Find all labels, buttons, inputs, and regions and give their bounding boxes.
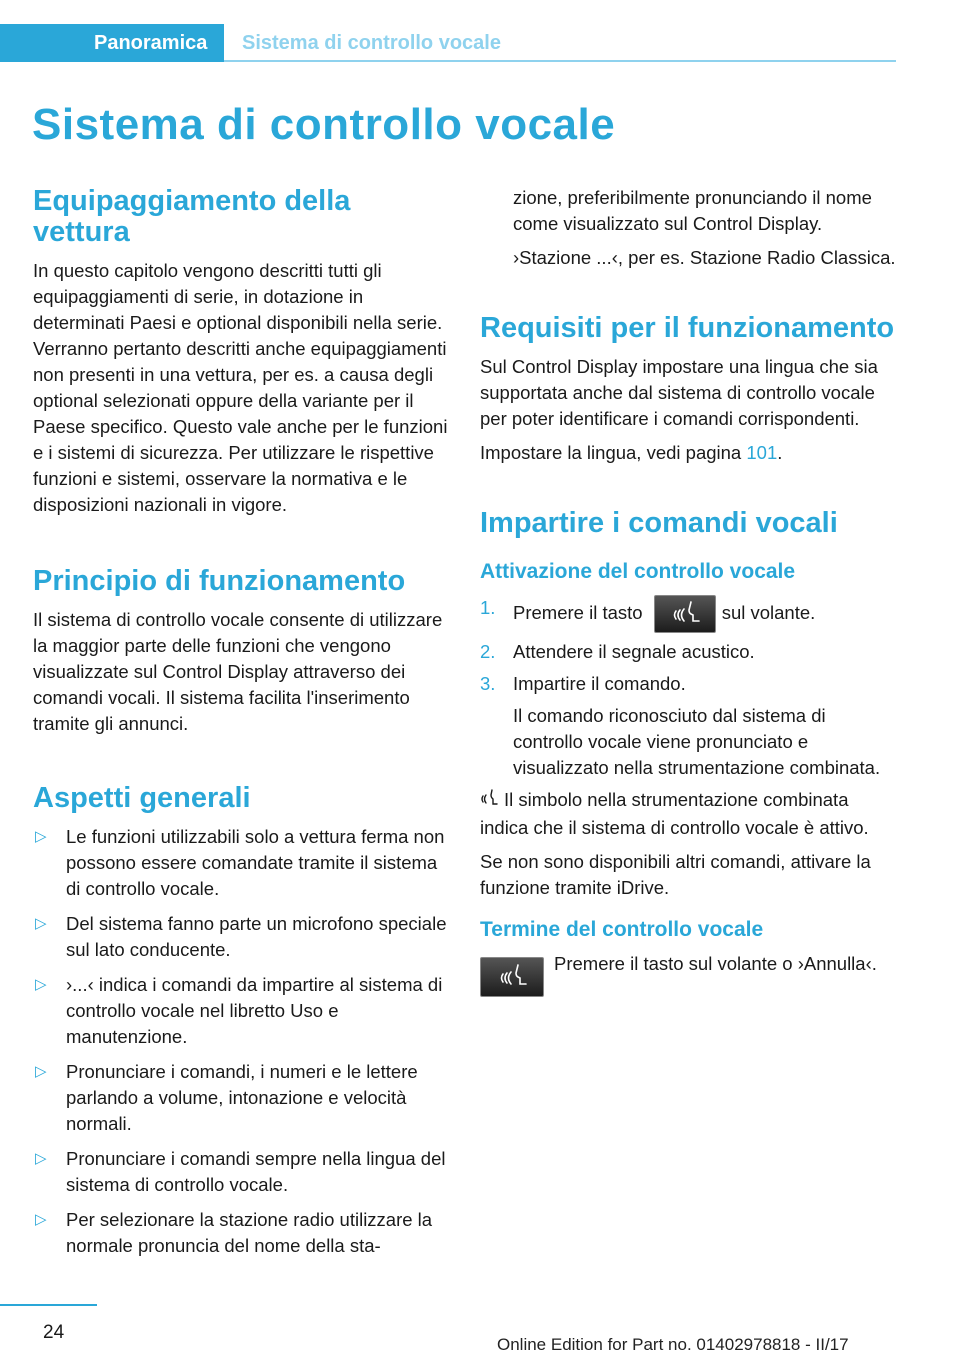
paragraph-lingua: Impostare la lingua, vedi pagina 101.	[480, 442, 783, 463]
page-title: Sistema di controllo vocale	[32, 100, 616, 149]
header-rule	[224, 60, 896, 62]
voice-button-icon	[480, 957, 544, 997]
paragraph-equipaggiamento: In questo capitolo vengono descritti tutti gli equipaggiamenti di serie, in dotazione in determinati Paesi e optional disponibili nella serie. Verranno pertanto descritti anche equipaggiamenti non presenti in una vettura, per es. a causa degli optional selezionati oppure della variante per il Paese specifico. Questo vale anche per le funzioni e i sistemi di sicurezza. Per utilizzare le rispettive funzioni e sistemi, osservare la normativa e le disposizioni nazionali in vigore.	[33, 260, 448, 515]
edition-note: Online Edition for Part no. 01402978818 - II/17	[497, 1335, 849, 1354]
triangle-bullet-icon: ▷	[35, 976, 47, 993]
heading-equipaggiamento: Equipaggiamento della vettura	[33, 185, 351, 248]
step-item: 1. Premere il tasto sul volante.	[480, 595, 898, 633]
page-link-101[interactable]: 101	[746, 442, 778, 463]
voice-symbol-icon	[480, 788, 498, 815]
voice-button-icon	[654, 595, 716, 633]
step-item: 3. Impartire il comando. Il comando riconosciuto dal sistema di controllo vocale viene pronunciato e visualizzato nella strumentazione combinata.	[480, 671, 898, 781]
header-chapter: Sistema di controllo vocale	[242, 32, 501, 54]
subheading-termine: Termine del controllo vocale	[480, 918, 764, 941]
heading-principio: Principio di funzionamento	[33, 565, 406, 597]
step-item: 2. Attendere il segnale acustico.	[480, 641, 755, 662]
heading-aspetti: Aspetti generali	[33, 782, 251, 814]
list-item: ▷ Per selezionare la stazione radio utilizzare la normale pronuncia del nome della sta-	[35, 1209, 433, 1256]
end-text: Premere il tasto sul volante o ›Annulla‹.	[554, 953, 877, 974]
bullet-example: ›Stazione ...‹, per es. Stazione Radio Classica.	[513, 247, 896, 268]
page-number: 24	[43, 1322, 65, 1343]
list-item: ▷ Pronunciare i comandi sempre nella lingua del sistema di controllo vocale.	[35, 1148, 446, 1195]
triangle-bullet-icon: ▷	[35, 828, 47, 845]
header-section-tab: Panoramica	[0, 24, 224, 62]
heading-requisiti: Requisiti per il funzionamento	[480, 312, 895, 344]
footer-rule	[0, 1304, 97, 1306]
triangle-bullet-icon: ▷	[35, 1211, 47, 1228]
list-item: ▷ ›...‹ indica i comandi da impartire al sistema di controllo vocale nel libretto Uso e manutenzione.	[35, 974, 443, 1047]
paragraph-principio: Il sistema di controllo vocale consente di utilizzare la maggior parte delle funzioni che vengono visualizzate sul Control Display attraverso dei comandi vocali. Il sistema facilita l'inserimento tramite gli annunci.	[33, 609, 443, 734]
heading-impartire: Impartire i comandi vocali	[480, 507, 838, 539]
step-detail: Il comando riconosciuto dal sistema di controllo vocale viene pronunciato e visualizzato nella strumentazione combinata.	[513, 705, 881, 778]
triangle-bullet-icon: ▷	[35, 915, 47, 932]
paragraph-simbolo: Il simbolo nella strumentazione combinata indica che il sistema di controllo vocale è attivo.	[480, 789, 869, 838]
triangle-bullet-icon: ▷	[35, 1150, 47, 1167]
bullet-continuation: zione, preferibilmente pronunciando il nome come visualizzato sul Control Display.	[513, 187, 872, 234]
end-instruction	[480, 953, 898, 1003]
list-item: ▷ Del sistema fanno parte un microfono speciale sul lato conducente.	[35, 913, 447, 960]
list-item: ▷ Le funzioni utilizzabili solo a vettura ferma non possono essere comandate tramite il sistema di controllo vocale.	[35, 826, 445, 899]
triangle-bullet-icon: ▷	[35, 1063, 47, 1080]
paragraph-requisiti: Sul Control Display impostare una lingua che sia supportata anche dal sistema di controllo vocale per poter identificare i comandi corrispondenti.	[480, 356, 878, 429]
list-item: ▷ Pronunciare i comandi, i numeri e le lettere parlando a volume, intonazione e velocità normali.	[35, 1061, 418, 1134]
steps-list	[480, 595, 898, 781]
left-column	[33, 186, 451, 1268]
subheading-attivazione: Attivazione del controllo vocale	[480, 560, 796, 583]
paragraph-idrive: Se non sono disponibili altri comandi, attivare la funzione tramite iDrive.	[480, 851, 871, 898]
right-column	[480, 185, 898, 1003]
bullet-list	[33, 824, 451, 1259]
